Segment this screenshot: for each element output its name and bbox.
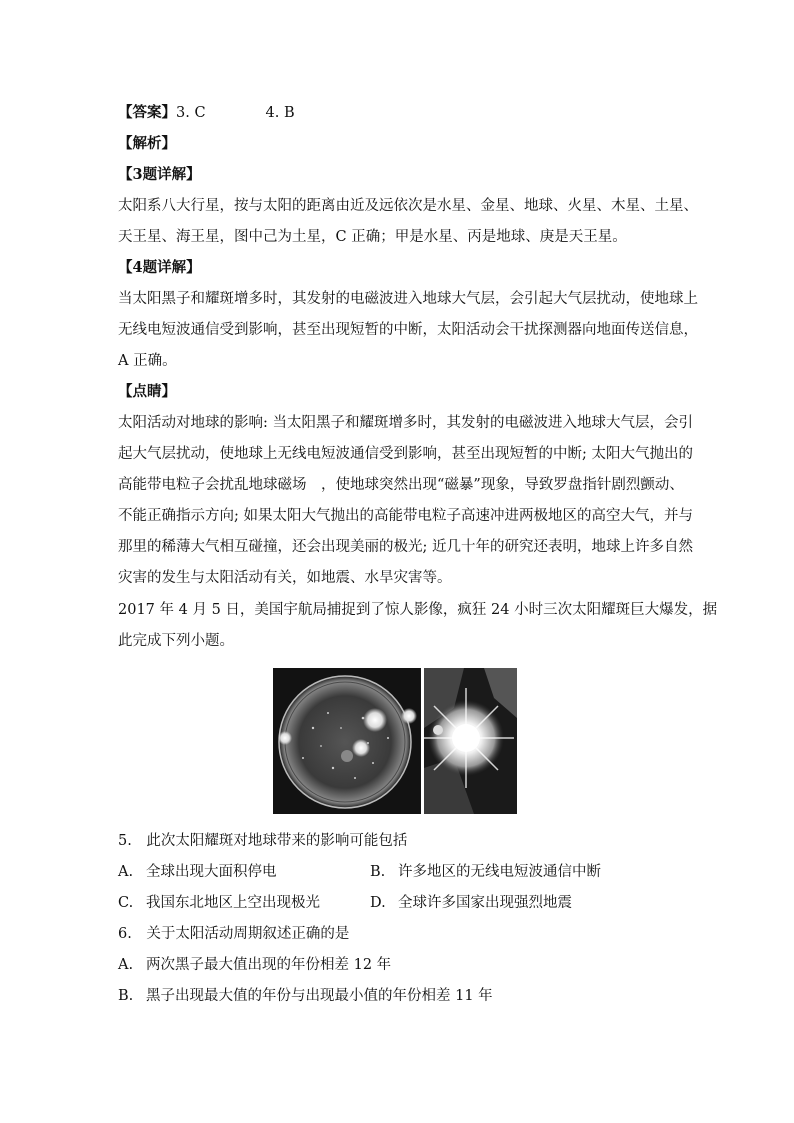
flare-closeup-figure [424, 668, 517, 814]
option-text: 全球许多国家出现强烈地震 [398, 895, 572, 911]
tip-tag: 【点睛】 [118, 383, 176, 400]
q5-option-a[interactable] [118, 862, 277, 882]
intro-line: 此完成下列小题。 [118, 633, 234, 649]
option-label: A. [118, 957, 134, 973]
option-text: 两次黑子最大值出现的年份相差 12 年 [146, 957, 392, 973]
answer-3: 3. C [176, 105, 206, 121]
tip-line: 起大气层扰动，使地球上无线电短波通信受到影响，甚至出现短暂的中断; 太阳大气抛出的 [118, 446, 693, 462]
q3-detail-line: 天王星、海王星，图中己为土星，C 正确；甲是水星、丙是地球、庚是天王星。 [118, 229, 627, 245]
option-text: 黑子出现最大值的年份与出现最小值的年份相差 11 年 [146, 988, 493, 1004]
q5-stem: 5. 此次太阳耀斑对地球带来的影响可能包括 [118, 833, 408, 849]
q4-detail-line: 无线电短波通信受到影响，甚至出现短暂的中断，太阳活动会干扰探测器向地面传送信息， [118, 322, 698, 338]
solar-flare-closeup-icon [424, 668, 517, 814]
q3-detail-line: 太阳系八大行星，按与太阳的距离由近及远依次是水星、金星、地球、火星、木星、土星、 [118, 198, 698, 214]
q3-detail-tag: 【3题详解】 [118, 166, 201, 183]
q4-detail-line: 当太阳黑子和耀斑增多时，其发射的电磁波进入地球大气层，会引起大气层扰动，使地球上 [118, 291, 698, 307]
option-text: 我国东北地区上空出现极光 [146, 895, 320, 911]
tip-line: 那里的稀薄大气相互碰撞，还会出现美丽的极光; 近几十年的研究还表明，地球上许多自然 [118, 539, 693, 555]
analysis-tag: 【解析】 [118, 135, 176, 152]
option-label: D. [370, 895, 386, 911]
q5-option-d[interactable] [370, 893, 572, 913]
tip-line: 灾害的发生与太阳活动有关，如地震、水旱灾害等。 [118, 570, 452, 586]
q6-option-a[interactable] [118, 955, 391, 975]
option-label: A. [118, 864, 134, 880]
option-text: 许多地区的无线电短波通信中断 [398, 864, 601, 880]
q6-option-b[interactable] [118, 986, 493, 1006]
tip-line: 不能正确指示方向; 如果太阳大气抛出的高能带电粒子高速冲进两极地区的高空大气，并与 [118, 508, 693, 524]
sun-disk-with-flares-icon [273, 668, 421, 814]
tip-line: 太阳活动对地球的影响: 当太阳黑子和耀斑增多时，其发射的电磁波进入地球大气层，会引 [118, 415, 693, 431]
answer-tag: 【答案】 [118, 104, 176, 121]
option-label: B. [370, 864, 386, 880]
answer-line [118, 103, 295, 123]
option-label: B. [118, 988, 134, 1004]
answer-4: 4. B [265, 105, 295, 121]
sun-disk-figure [273, 668, 421, 814]
q4-detail-line: A 正确。 [118, 353, 177, 369]
q6-stem: 6. 关于太阳活动周期叙述正确的是 [118, 926, 350, 942]
q5-option-c[interactable] [118, 893, 320, 913]
q4-detail-tag: 【4题详解】 [118, 259, 201, 276]
option-label: C. [118, 895, 134, 911]
option-text: 全球出现大面积停电 [146, 864, 277, 880]
intro-line: 2017 年 4 月 5 日，美国宇航局捕捉到了惊人影像，疯狂 24 小时三次太阳耀斑巨大爆发，据 [118, 602, 718, 618]
q5-option-b[interactable] [370, 862, 601, 882]
tip-line: 高能带电粒子会扰乱地球磁场 ，使地球突然出现“磁暴”现象，导致罗盘指针剧烈颤动、 [118, 477, 684, 493]
